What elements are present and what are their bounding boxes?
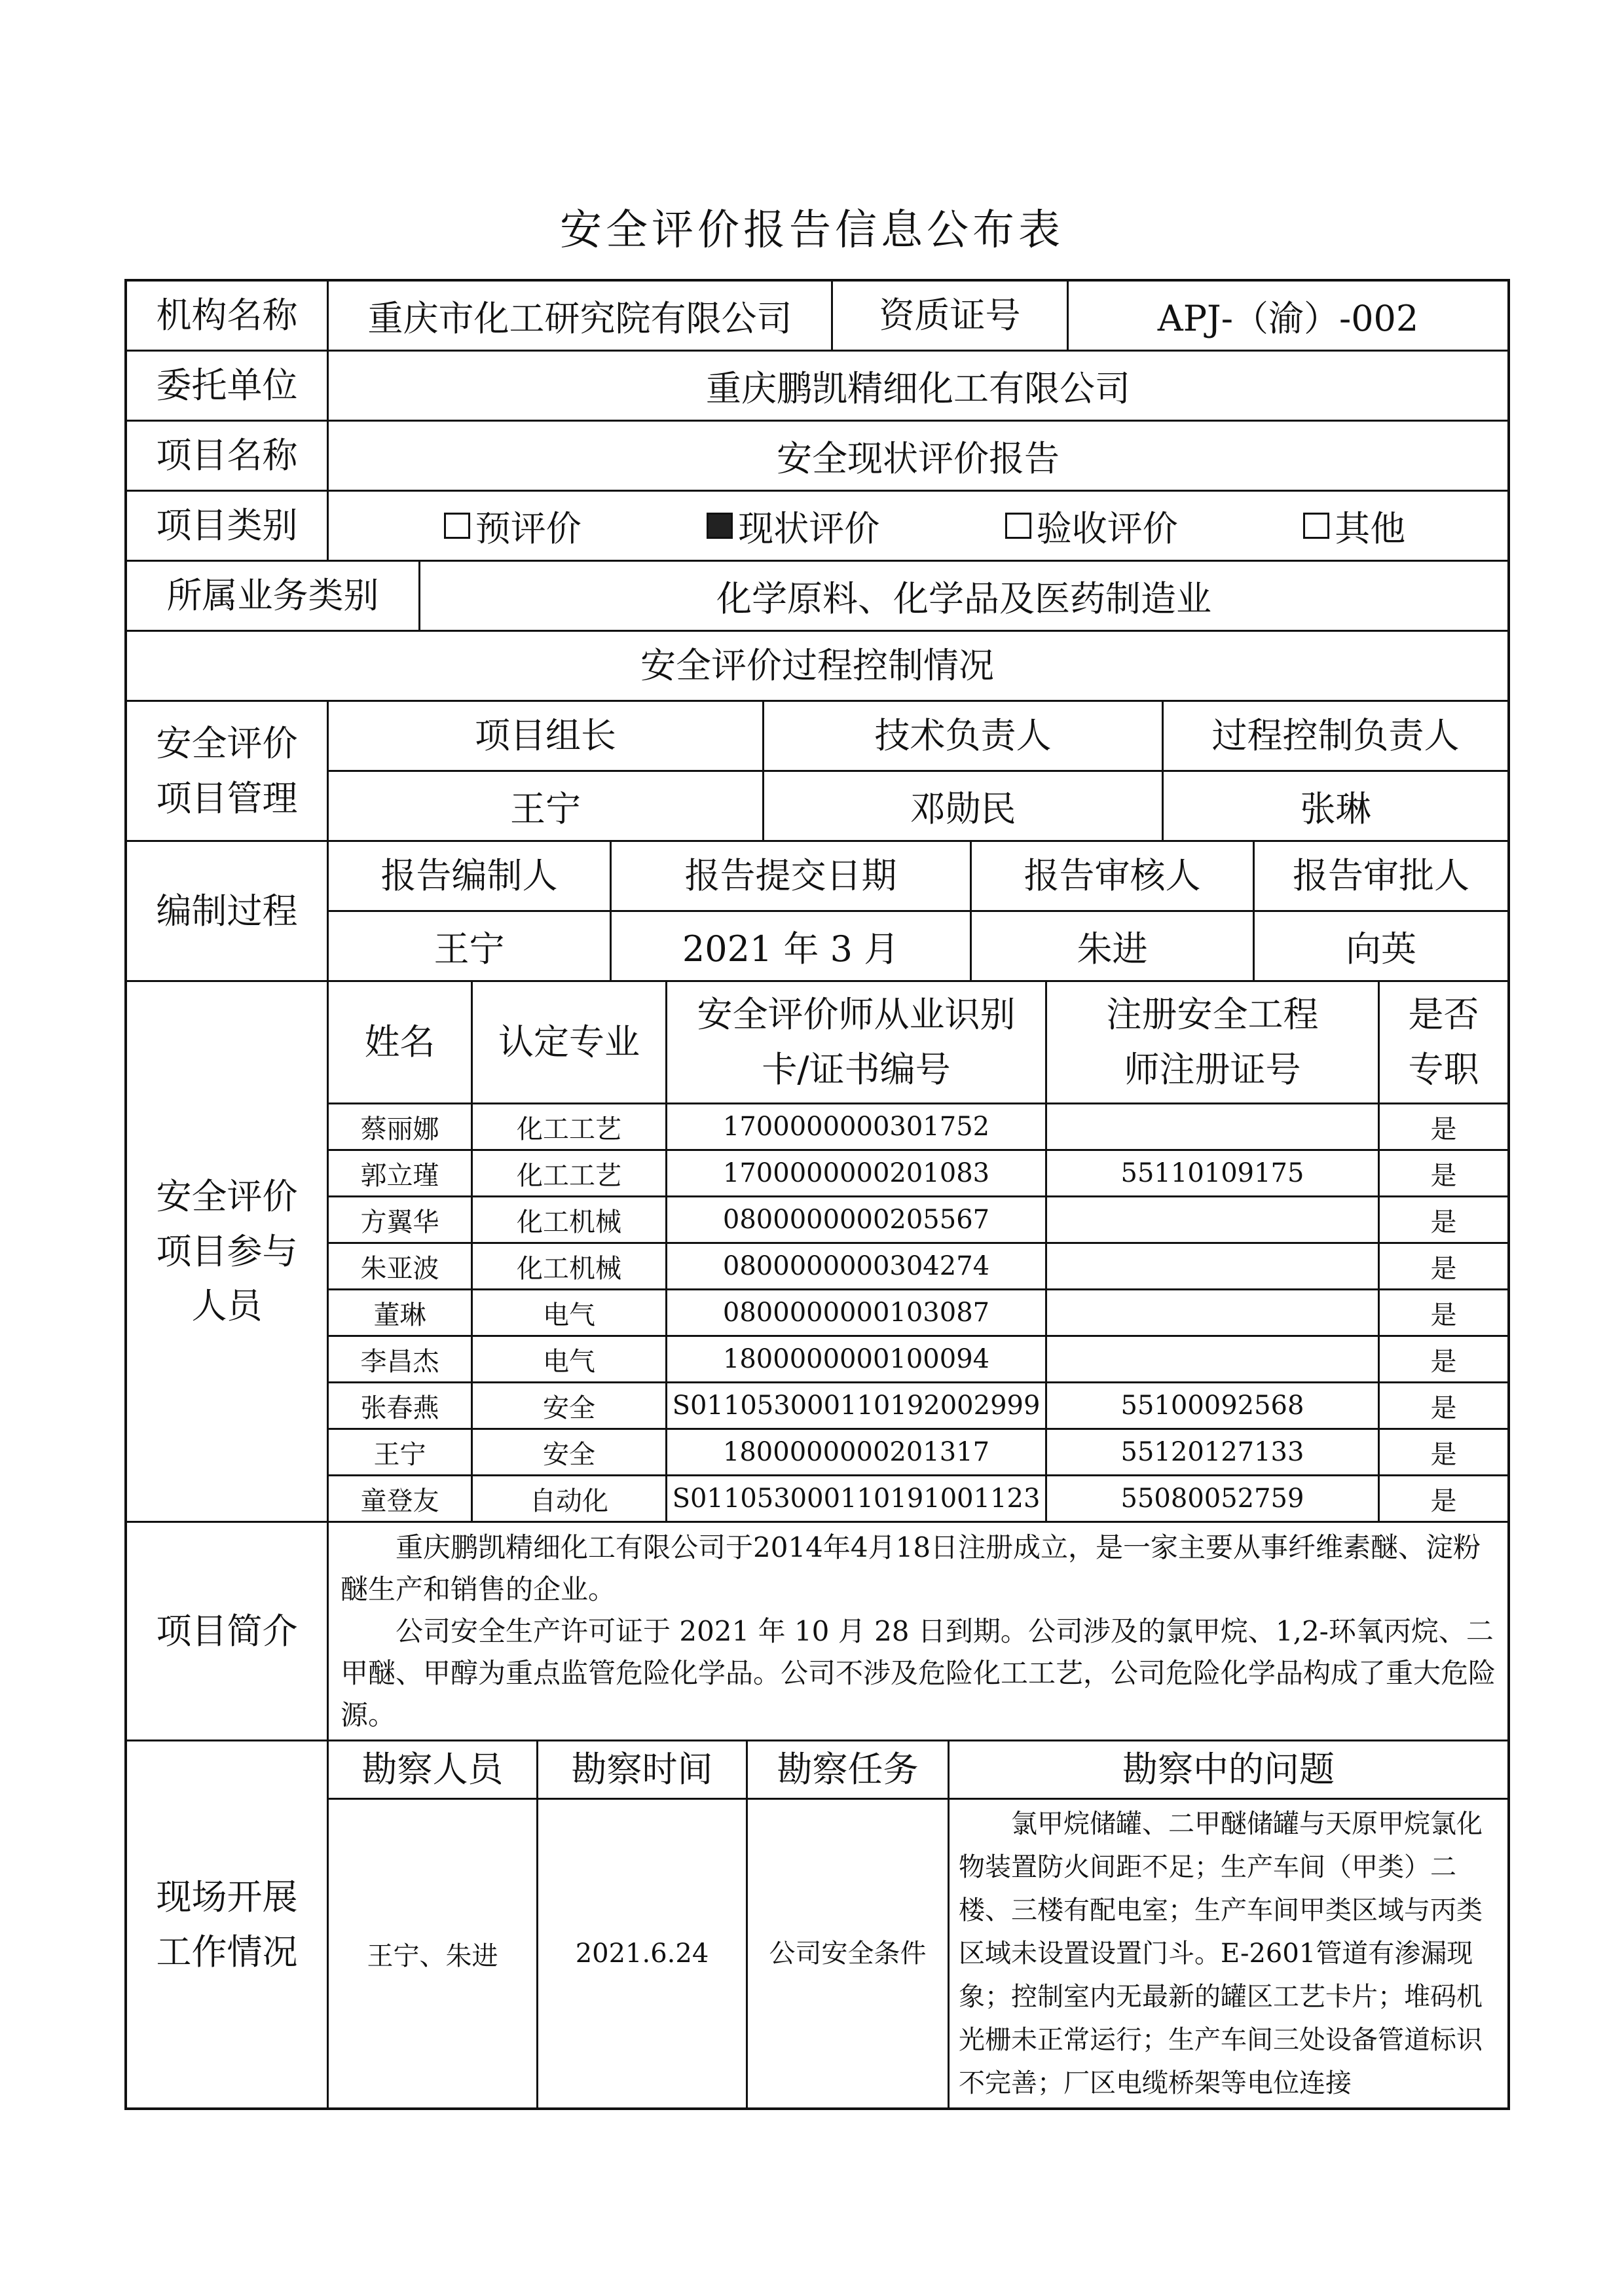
- person-card-number: S011053000110192002999: [667, 1383, 1047, 1428]
- person-name: 方翼华: [329, 1197, 473, 1242]
- category-option-acceptance: 验收评价: [1005, 501, 1178, 551]
- compile-header-approver: 报告审批人: [1293, 855, 1469, 897]
- management-block: [127, 702, 1507, 842]
- personnel-row: [329, 1290, 1507, 1337]
- personnel-block: [127, 982, 1507, 1523]
- summary-label: 项目简介: [127, 1523, 329, 1740]
- person-major: 自动化: [473, 1476, 667, 1521]
- personnel-header-fulltime: 是否 专职: [1408, 994, 1479, 1090]
- person-name: 李昌杰: [329, 1337, 473, 1381]
- person-major: 化工机械: [473, 1244, 667, 1288]
- summary-paragraph-2: 公司安全生产许可证于 2021 年 10 月 28 日到期。公司涉及的氯甲烷、1,2-环氧丙烷、二甲醚、甲醇为重点监管危险化学品。公司不涉及危险化工工艺，公司危险化学品构成了重大危险源。: [341, 1614, 1496, 1731]
- field-block: [127, 1741, 1507, 2107]
- personnel-header-card: 安全评价师从业识别 卡/证书编号: [667, 982, 1047, 1102]
- field-people: 王宁、朱进: [329, 1800, 538, 2107]
- field-header-date: 勘察时间: [538, 1741, 748, 1798]
- person-reg-number: [1047, 1337, 1380, 1381]
- business-row: [127, 562, 1507, 632]
- field-header-people: 勘察人员: [329, 1741, 538, 1798]
- client-value: 重庆鹏凯精细化工有限公司: [706, 367, 1130, 409]
- personnel-rows: [329, 1104, 1507, 1521]
- compile-reviewer: 朱进: [972, 912, 1255, 980]
- person-name: 王宁: [329, 1430, 473, 1474]
- compile-author: 王宁: [329, 912, 612, 980]
- checkbox-icon: [1303, 513, 1329, 539]
- summary-block: [127, 1523, 1507, 1741]
- org-row: [127, 282, 1507, 352]
- person-reg-number: [1047, 1197, 1380, 1242]
- person-major: 化工工艺: [473, 1151, 667, 1195]
- person-card-number: 1800000000100094: [667, 1337, 1047, 1381]
- management-label: 安全评价 项目管理: [127, 702, 329, 840]
- org-label: 机构名称: [127, 282, 329, 350]
- management-header-control: 过程控制负责人: [1211, 715, 1460, 757]
- personnel-row: [329, 1476, 1507, 1521]
- person-name: 张春燕: [329, 1383, 473, 1428]
- category-option-pre: 预评价: [444, 501, 581, 551]
- personnel-row: [329, 1383, 1507, 1430]
- person-fulltime: 是: [1430, 1160, 1457, 1191]
- compile-block: [127, 842, 1507, 982]
- person-major: 电气: [473, 1337, 667, 1381]
- personnel-label: 安全评价 项目参与 人员: [127, 982, 329, 1521]
- business-value: 化学原料、化学品及医药制造业: [716, 577, 1211, 619]
- person-card-number: S011053000110191001123: [667, 1476, 1047, 1521]
- person-card-number: 0800000000304274: [667, 1244, 1047, 1288]
- person-major: 安全: [473, 1430, 667, 1474]
- personnel-header-name: 姓名: [329, 982, 473, 1102]
- personnel-row: [329, 1104, 1507, 1151]
- field-header-task: 勘察任务: [748, 1741, 950, 1798]
- field-header-issues: 勘察中的问题: [1122, 1749, 1335, 1791]
- person-reg-number: [1047, 1290, 1380, 1335]
- person-card-number: 1700000000301752: [667, 1104, 1047, 1149]
- page-title: 安全评价报告信息公布表: [560, 206, 1064, 255]
- person-name: 童登友: [329, 1476, 473, 1521]
- field-label: 现场开展 工作情况: [127, 1741, 329, 2107]
- personnel-row: [329, 1151, 1507, 1197]
- business-label: 所属业务类别: [127, 562, 420, 630]
- checkbox-icon: [444, 513, 470, 539]
- org-name: 重庆市化工研究院有限公司: [329, 282, 833, 350]
- person-card-number: 1700000000201083: [667, 1151, 1047, 1195]
- client-label: 委托单位: [127, 352, 329, 420]
- field-issues: [950, 1800, 1507, 2107]
- person-fulltime: 是: [1430, 1346, 1457, 1377]
- person-fulltime: 是: [1430, 1393, 1457, 1423]
- process-title: 安全评价过程控制情况: [640, 645, 994, 687]
- person-card-number: 0800000000205567: [667, 1197, 1047, 1242]
- person-name: 董琳: [329, 1290, 473, 1335]
- field-task: 公司安全条件: [748, 1800, 950, 2107]
- category-row: [127, 492, 1507, 562]
- compile-label: 编制过程: [127, 842, 329, 980]
- person-major: 化工工艺: [473, 1104, 667, 1149]
- personnel-header-reg: 注册安全工程 师注册证号: [1047, 982, 1380, 1102]
- compile-header-reviewer: 报告审核人: [972, 842, 1255, 910]
- person-name: 郭立瑾: [329, 1151, 473, 1195]
- field-issues-text: 氯甲烷储罐、二甲醚储罐与天原甲烷氯化物装置防火间距不足；生产车间（甲类）二楼、三楼有配电室；生产车间甲类区域与丙类区域未设置设置门斗。E-2601管道有渗漏现象；控制室内无最新的罐区工艺卡片；堆码机光栅未正常运行；生产车间三处设备管道标识不完善；厂区电缆桥架等电位连接: [959, 1809, 1483, 2098]
- person-reg-number: 55100092568: [1047, 1383, 1380, 1428]
- personnel-row: [329, 1337, 1507, 1383]
- project-row: [127, 422, 1507, 492]
- management-header-leader: 项目组长: [329, 702, 764, 770]
- person-reg-number: 55120127133: [1047, 1430, 1380, 1474]
- summary-text: [329, 1523, 1507, 1740]
- person-major: 电气: [473, 1290, 667, 1335]
- personnel-row: [329, 1197, 1507, 1244]
- client-row: [127, 352, 1507, 422]
- person-reg-number: 55110109175: [1047, 1151, 1380, 1195]
- management-header-tech: 技术负责人: [764, 702, 1164, 770]
- personnel-header-major: 认定专业: [473, 982, 667, 1102]
- cert-number: APJ-（渝）-002: [1157, 297, 1419, 339]
- person-fulltime: 是: [1430, 1253, 1457, 1284]
- compile-header-date: 报告提交日期: [612, 842, 972, 910]
- personnel-header-row: [329, 982, 1507, 1104]
- category-option-other: 其他: [1303, 501, 1405, 551]
- person-major: 化工机械: [473, 1197, 667, 1242]
- person-card-number: 1800000000201317: [667, 1430, 1047, 1474]
- checkbox-checked-icon: [707, 513, 733, 539]
- personnel-row: [329, 1430, 1507, 1476]
- project-label: 项目名称: [127, 422, 329, 490]
- person-name: 蔡丽娜: [329, 1104, 473, 1149]
- person-fulltime: 是: [1430, 1300, 1457, 1330]
- person-major: 安全: [473, 1383, 667, 1428]
- person-reg-number: 55080052759: [1047, 1476, 1380, 1521]
- compile-date: 2021 年 3 月: [612, 912, 972, 980]
- management-tech: 邓勋民: [764, 772, 1164, 840]
- management-control: 张琳: [1300, 788, 1371, 829]
- person-name: 朱亚波: [329, 1244, 473, 1288]
- compile-approver: 向英: [1346, 928, 1416, 970]
- summary-paragraph-1: 重庆鹏凯精细化工有限公司于2014年4月18日注册成立，是一家主要从事纤维素醚、淀粉醚生产和销售的企业。: [341, 1531, 1481, 1605]
- person-fulltime: 是: [1430, 1114, 1457, 1144]
- process-title-row: [127, 632, 1507, 702]
- person-fulltime: 是: [1430, 1207, 1457, 1237]
- person-card-number: 0800000000103087: [667, 1290, 1047, 1335]
- category-label: 项目类别: [127, 492, 329, 560]
- personnel-row: [329, 1244, 1507, 1290]
- category-option-status: 现状评价: [707, 501, 879, 551]
- checkbox-icon: [1005, 513, 1031, 539]
- person-reg-number: [1047, 1244, 1380, 1288]
- person-reg-number: [1047, 1104, 1380, 1149]
- management-leader: 王宁: [329, 772, 764, 840]
- person-fulltime: 是: [1430, 1485, 1457, 1516]
- info-table: [124, 279, 1510, 2110]
- compile-header-author: 报告编制人: [329, 842, 612, 910]
- project-value: 安全现状评价报告: [777, 437, 1060, 479]
- cert-label: 资质证号: [833, 282, 1069, 350]
- person-fulltime: 是: [1430, 1439, 1457, 1470]
- category-options: [329, 492, 1507, 560]
- field-date: 2021.6.24: [538, 1800, 748, 2107]
- personnel-table: [329, 982, 1507, 1521]
